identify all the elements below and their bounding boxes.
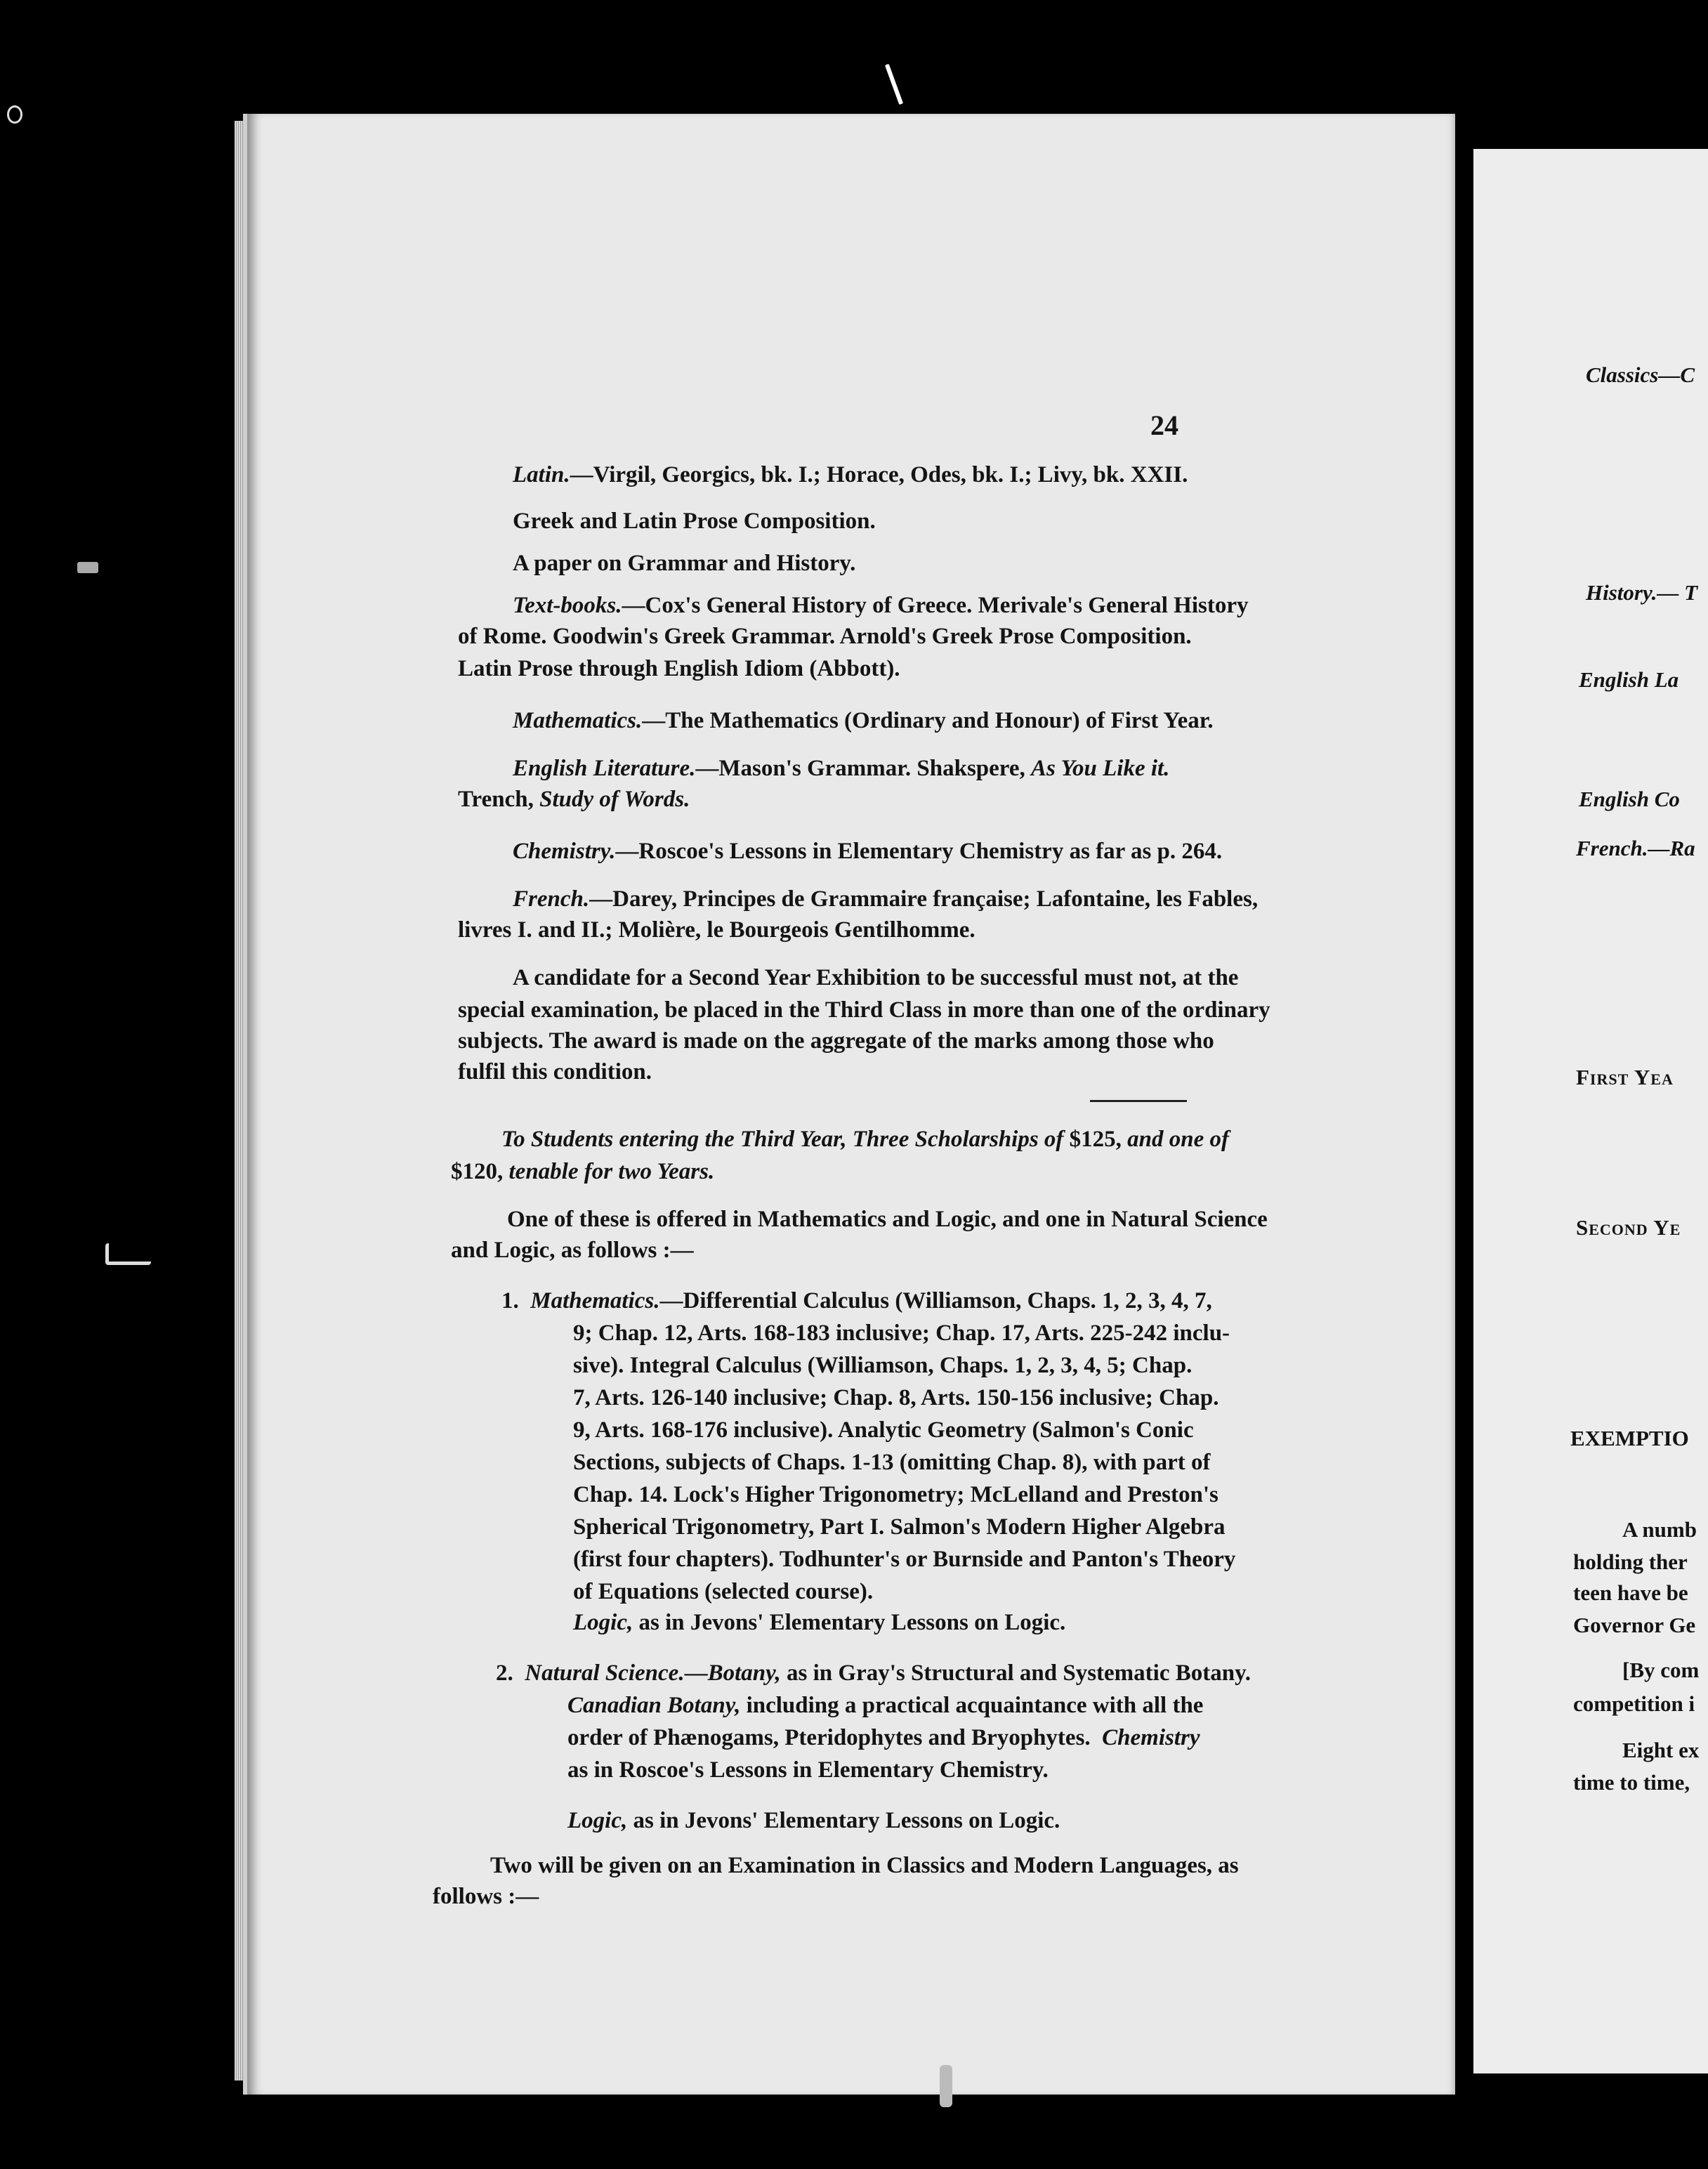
rp-competition: competition i <box>1573 1691 1695 1716</box>
rp-eight: Eight ex <box>1622 1738 1700 1762</box>
english-line-1 <box>513 754 1169 782</box>
rp-holding: holding ther <box>1573 1549 1688 1574</box>
english-text-2: Trench, <box>458 787 540 812</box>
item2-head: Natural Science. <box>525 1660 685 1686</box>
item2-logic-text: as in Jevons' Elementary Lessons on Logic. <box>627 1808 1060 1833</box>
french-head: French. <box>513 886 590 912</box>
french-line-1 <box>513 885 1258 913</box>
textbooks-line-2: of Rome. Goodwin's Greek Grammar. Arnold's Greek Prose Composition. <box>458 624 1192 649</box>
rp-english-la: English La <box>1579 667 1679 692</box>
item1-logic <box>573 1608 1065 1637</box>
rp-second-year: Second Ye <box>1576 1215 1681 1240</box>
third-year-intro-1: One of these is offered in Mathematics and Logic, and one in Natural Science <box>507 1207 1268 1232</box>
rp-first-year: First Yea <box>1576 1065 1674 1089</box>
item2-line-1 <box>496 1659 1251 1687</box>
item1-line-7: Chap. 14. Lock's Higher Trigonometry; McLelland and Preston's <box>573 1482 1218 1507</box>
third-year-amount-2: $120, <box>451 1159 504 1184</box>
item2-canadian-botany: Canadian Botany, <box>567 1693 741 1718</box>
closing-line-1: Two will be given on an Examination in Classics and Modern Languages, as <box>490 1853 1239 1878</box>
item1-line-8: Spherical Trigonometry, Part I. Salmon's Modern Higher Algebra <box>573 1514 1226 1540</box>
scan-speck-5 <box>940 2065 952 2107</box>
item2-logic <box>567 1807 1060 1835</box>
book-page-left <box>243 114 1455 2095</box>
rp-french: French.—Ra <box>1576 836 1695 860</box>
textbooks-head: Text-books. <box>513 593 622 618</box>
item1-line-10: of Equations (selected course). <box>573 1579 874 1604</box>
english-line-2 <box>458 785 690 813</box>
chemistry-line <box>513 837 1222 865</box>
third-year-line-1 <box>501 1125 1229 1153</box>
item1-line-5: 9, Arts. 168-176 inclusive). Analytic Geometry (Salmon's Conic <box>573 1417 1194 1443</box>
item1-line-3: sive). Integral Calculus (Williamson, Chaps. 1, 2, 3, 4, 5; Chap. <box>573 1353 1193 1378</box>
latin-line-1 <box>513 461 1188 489</box>
french-line-2: livres I. and II.; Molière, le Bourgeois Gentilhomme. <box>458 917 975 943</box>
item2-text-2: including a practical acquaintance with all the <box>740 1693 1204 1718</box>
scan-speck-4 <box>77 562 98 573</box>
french-text: —Darey, Principes de Grammaire française; Lafontaine, les Fables, <box>589 886 1259 912</box>
third-year-line-2 <box>451 1158 714 1186</box>
english-title-1: As You Like it. <box>1031 756 1170 781</box>
rp-by-com: [By com <box>1622 1658 1700 1682</box>
condition-line-4: fulfil this condition. <box>458 1059 652 1084</box>
textbooks-line-3: Latin Prose through English Idiom (Abbott). <box>458 656 900 681</box>
item2-text-1: as in Gray's Structural and Systematic Botany. <box>780 1660 1251 1686</box>
item1-line-1 <box>501 1287 1212 1315</box>
rp-history: History.— T <box>1586 580 1698 605</box>
rp-english-co: English Co <box>1579 787 1680 811</box>
english-title-2: Study of Words. <box>539 787 690 812</box>
book-page-right <box>1473 149 1708 2073</box>
item1-line-4: 7, Arts. 126-140 inclusive; Chap. 8, Arts. 150-156 inclusive; Chap. <box>573 1385 1219 1410</box>
third-year-intro-2: and Logic, as follows :— <box>451 1238 694 1263</box>
third-year-text-2: and one of <box>1121 1127 1230 1152</box>
chemistry-text: —Roscoe's Lessons in Elementary Chemistry as far as p. 264. <box>615 839 1223 864</box>
chemistry-head: Chemistry. <box>513 839 616 864</box>
latin-head: Latin. <box>513 462 570 487</box>
latin-line-2: Greek and Latin Prose Composition. <box>513 509 876 534</box>
item1-line-2: 9; Chap. 12, Arts. 168-183 inclusive; Chap. 17, Arts. 225-242 inclu- <box>573 1321 1230 1346</box>
third-year-amount-1: $125, <box>1069 1127 1122 1152</box>
third-year-text-3: tenable for two Years. <box>503 1159 715 1184</box>
item1-line-9: (first four chapters). Todhunter's or Burnside and Panton's Theory <box>573 1547 1236 1572</box>
item2-text-3: order of Phænogams, Pteridophytes and Bryophytes. <box>567 1725 1091 1750</box>
mathematics-text: —The Mathematics (Ordinary and Honour) of First Year. <box>642 708 1214 733</box>
english-head: English Literature. <box>513 756 696 781</box>
closing-line-2: follows :— <box>433 1884 539 1909</box>
item2-chemistry: Chemistry <box>1102 1725 1200 1750</box>
section-divider <box>1090 1100 1187 1102</box>
scan-speck-3 <box>105 1243 151 1265</box>
item1-logic-text: as in Jevons' Elementary Lessons on Logic. <box>633 1610 1066 1635</box>
item1-line-6: Sections, subjects of Chaps. 1-13 (omitting Chap. 8), with part of <box>573 1450 1211 1475</box>
item2-line-2 <box>567 1691 1203 1719</box>
mathematics-line <box>513 707 1214 735</box>
item2-botany: Botany, <box>707 1660 781 1686</box>
mathematics-head: Mathematics. <box>513 708 643 733</box>
item1-logic-head: Logic, <box>573 1610 633 1635</box>
condition-line-1: A candidate for a Second Year Exhibition to be successful must not, at the <box>513 965 1239 990</box>
page-number: 24 <box>1150 409 1178 441</box>
english-text-1: —Mason's Grammar. Shakspere, <box>695 756 1032 781</box>
item1-text-0: —Differential Calculus (Williamson, Chaps. 1, 2, 3, 4, 7, <box>659 1288 1212 1313</box>
latin-text: —Virgil, Georgics, bk. I.; Horace, Odes, bk. I.; Livy, bk. XXII. <box>570 462 1188 487</box>
rp-governor: Governor Ge <box>1573 1613 1696 1637</box>
item2-dash: — <box>684 1660 708 1686</box>
third-year-text-1: To Students entering the Third Year, Three Scholarships of <box>501 1127 1070 1152</box>
textbooks-line-1 <box>513 591 1249 620</box>
condition-line-3: subjects. The award is made on the aggregate of the marks among those who <box>458 1028 1214 1054</box>
textbooks-text: —Cox's General History of Greece. Merivale's General History <box>622 593 1249 618</box>
item1-head: Mathematics. <box>530 1288 660 1313</box>
rp-teen: teen have be <box>1573 1580 1688 1605</box>
item1-number: 1. <box>501 1288 519 1313</box>
latin-line-3: A paper on Grammar and History. <box>513 551 856 576</box>
item2-logic-head: Logic, <box>567 1808 628 1833</box>
rp-time: time to time, <box>1573 1770 1690 1795</box>
item2-number: 2. <box>496 1660 513 1686</box>
rp-classics: Classics—C <box>1586 362 1695 387</box>
item2-line-3 <box>567 1724 1200 1752</box>
condition-line-2: special examination, be placed in the Third Class in more than one of the ordinary <box>458 997 1270 1023</box>
scan-speck-1 <box>7 105 22 124</box>
scan-speck-2 <box>885 64 903 105</box>
item2-line-4: as in Roscoe's Lessons in Elementary Chemistry. <box>567 1757 1049 1783</box>
rp-a-numb: A numb <box>1622 1517 1697 1542</box>
rp-exemptio: EXEMPTIO <box>1570 1426 1689 1450</box>
